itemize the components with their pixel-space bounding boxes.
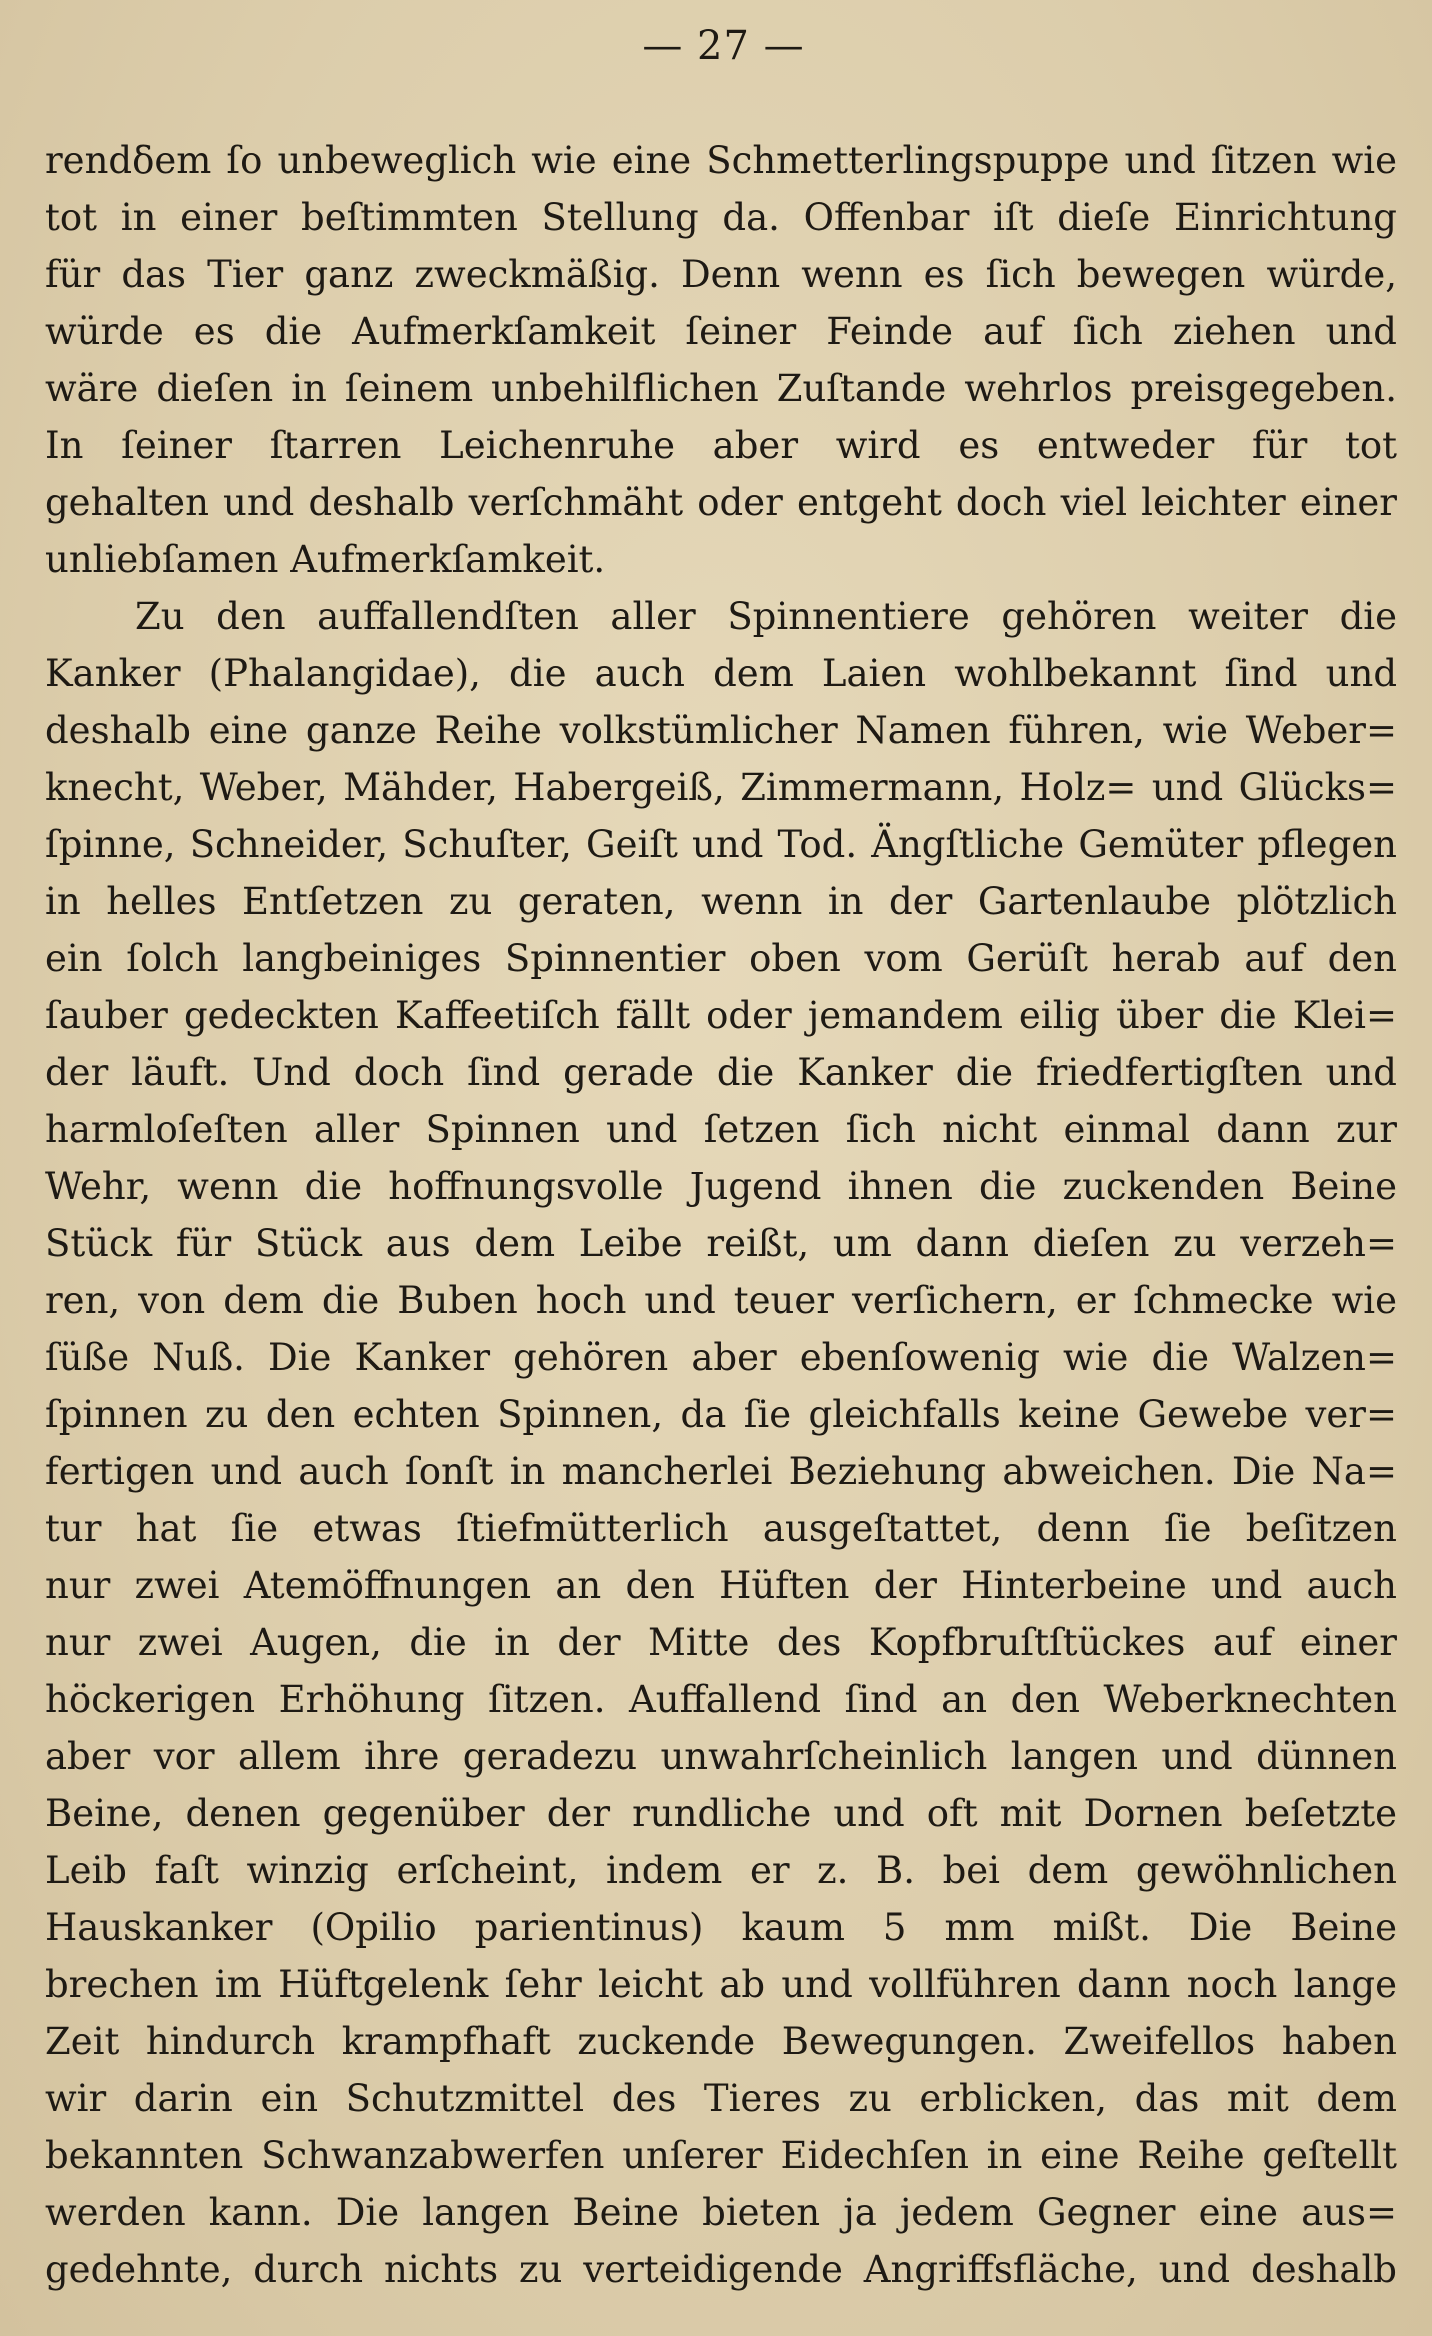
text-line: der läuft. Und doch ſind gerade die Kanker die friedfertigſten und bbox=[45, 1051, 1397, 1094]
text-line: nur zwei Atemöffnungen an den Hüften der Hinterbeine und auch bbox=[45, 1564, 1397, 1607]
text-line: Zu den auffallendſten aller Spinnentiere gehören weiter die bbox=[135, 595, 1397, 638]
text-line: wir darin ein Schutzmittel des Tieres zu erblicken, das mit dem bbox=[45, 2077, 1397, 2120]
text-line: Hauskanker (Opilio parientinus) kaum 5 mm mißt. Die Beine bbox=[45, 1906, 1397, 1949]
text-line: tot in einer beſtimmten Stellung da. Offenbar iſt dieſe Einrichtung bbox=[45, 196, 1397, 239]
text-line: würde es die Aufmerkſamkeit ſeiner Feinde auf ſich ziehen und bbox=[45, 310, 1397, 353]
text-line: Wehr, wenn die hoffnungsvolle Jugend ihnen die zuckenden Beine bbox=[45, 1165, 1397, 1208]
text-line: ſpinne, Schneider, Schuſter, Geiſt und Tod. Ängſtliche Gemüter pflegen bbox=[45, 823, 1397, 866]
text-line: wäre dieſen in ſeinem unbehilflichen Zuſtande wehrlos preisgegeben. bbox=[45, 367, 1397, 410]
text-line: ſpinnen zu den echten Spinnen, da ſie gleichfalls keine Gewebe ver= bbox=[45, 1393, 1397, 1436]
text-line: nur zwei Augen, die in der Mitte des Kopfbruſtſtückes auf einer bbox=[45, 1621, 1397, 1664]
text-line: für das Tier ganz zweckmäßig. Denn wenn es ſich bewegen würde, bbox=[45, 253, 1397, 296]
text-line: Kanker (Phalangidae), die auch dem Laien wohlbekannt ſind und bbox=[45, 652, 1397, 695]
text-line: gehalten und deshalb verſchmäht oder entgeht doch viel leichter einer bbox=[45, 481, 1397, 524]
text-line: rendδem ſo unbeweglich wie eine Schmetterlingspuppe und ſitzen wie bbox=[45, 139, 1397, 182]
text-line: fertigen und auch ſonſt in mancherlei Beziehung abweichen. Die Na= bbox=[45, 1450, 1397, 1493]
text-line: Zeit hindurch krampfhaft zuckende Bewegungen. Zweifellos haben bbox=[45, 2020, 1397, 2063]
text-line: ſüße Nuß. Die Kanker gehören aber ebenſowenig wie die Walzen= bbox=[45, 1336, 1397, 1379]
text-line: ein ſolch langbeiniges Spinnentier oben vom Gerüſt herab auf den bbox=[45, 937, 1397, 980]
text-line: Stück für Stück aus dem Leibe reißt, um dann dieſen zu verzeh= bbox=[45, 1222, 1397, 1265]
text-line: aber vor allem ihre geradezu unwahrſcheinlich langen und dünnen bbox=[45, 1735, 1397, 1778]
text-line: brechen im Hüftgelenk ſehr leicht ab und vollführen dann noch lange bbox=[45, 1963, 1397, 2006]
text-line: gedehnte, durch nichts zu verteidigende Angriffsfläche, und deshalb bbox=[45, 2248, 1397, 2291]
text-line: höckerigen Erhöhung ſitzen. Auffallend ſind an den Weberknechten bbox=[45, 1678, 1397, 1721]
page-number: — 27 — bbox=[642, 23, 805, 69]
text-line: harmloſeſten aller Spinnen und ſetzen ſich nicht einmal dann zur bbox=[45, 1108, 1397, 1151]
text-line: knecht, Weber, Mähder, Habergeiß, Zimmermann, Holz= und Glücks= bbox=[45, 766, 1397, 809]
text-line: deshalb eine ganze Reihe volkstümlicher Namen führen, wie Weber= bbox=[45, 709, 1397, 752]
text-line: werden kann. Die langen Beine bieten ja jedem Gegner eine aus= bbox=[45, 2191, 1397, 2234]
body-text bbox=[45, 132, 1397, 2298]
text-line: unliebſamen Aufmerkſamkeit. bbox=[45, 538, 606, 581]
text-line: Leib faſt winzig erſcheint, indem er z. B. bei dem gewöhnlichen bbox=[45, 1849, 1397, 1892]
text-line: In ſeiner ſtarren Leichenruhe aber wird es entweder für tot bbox=[45, 424, 1397, 467]
text-line: ſauber gedeckten Kaffeetiſch fällt oder jemandem eilig über die Klei= bbox=[45, 994, 1397, 1037]
text-line: tur hat ſie etwas ſtiefmütterlich ausgeſtattet, denn ſie beſitzen bbox=[45, 1507, 1397, 1550]
text-line: ren, von dem die Buben hoch und teuer verſichern, er ſchmecke wie bbox=[45, 1279, 1397, 1322]
text-line: Beine, denen gegenüber der rundliche und oft mit Dornen beſetzte bbox=[45, 1792, 1397, 1835]
text-line: in helles Entſetzen zu geraten, wenn in der Gartenlaube plötzlich bbox=[45, 880, 1397, 923]
text-line: bekannten Schwanzabwerfen unſerer Eidechſen in eine Reihe geſtellt bbox=[45, 2134, 1397, 2177]
